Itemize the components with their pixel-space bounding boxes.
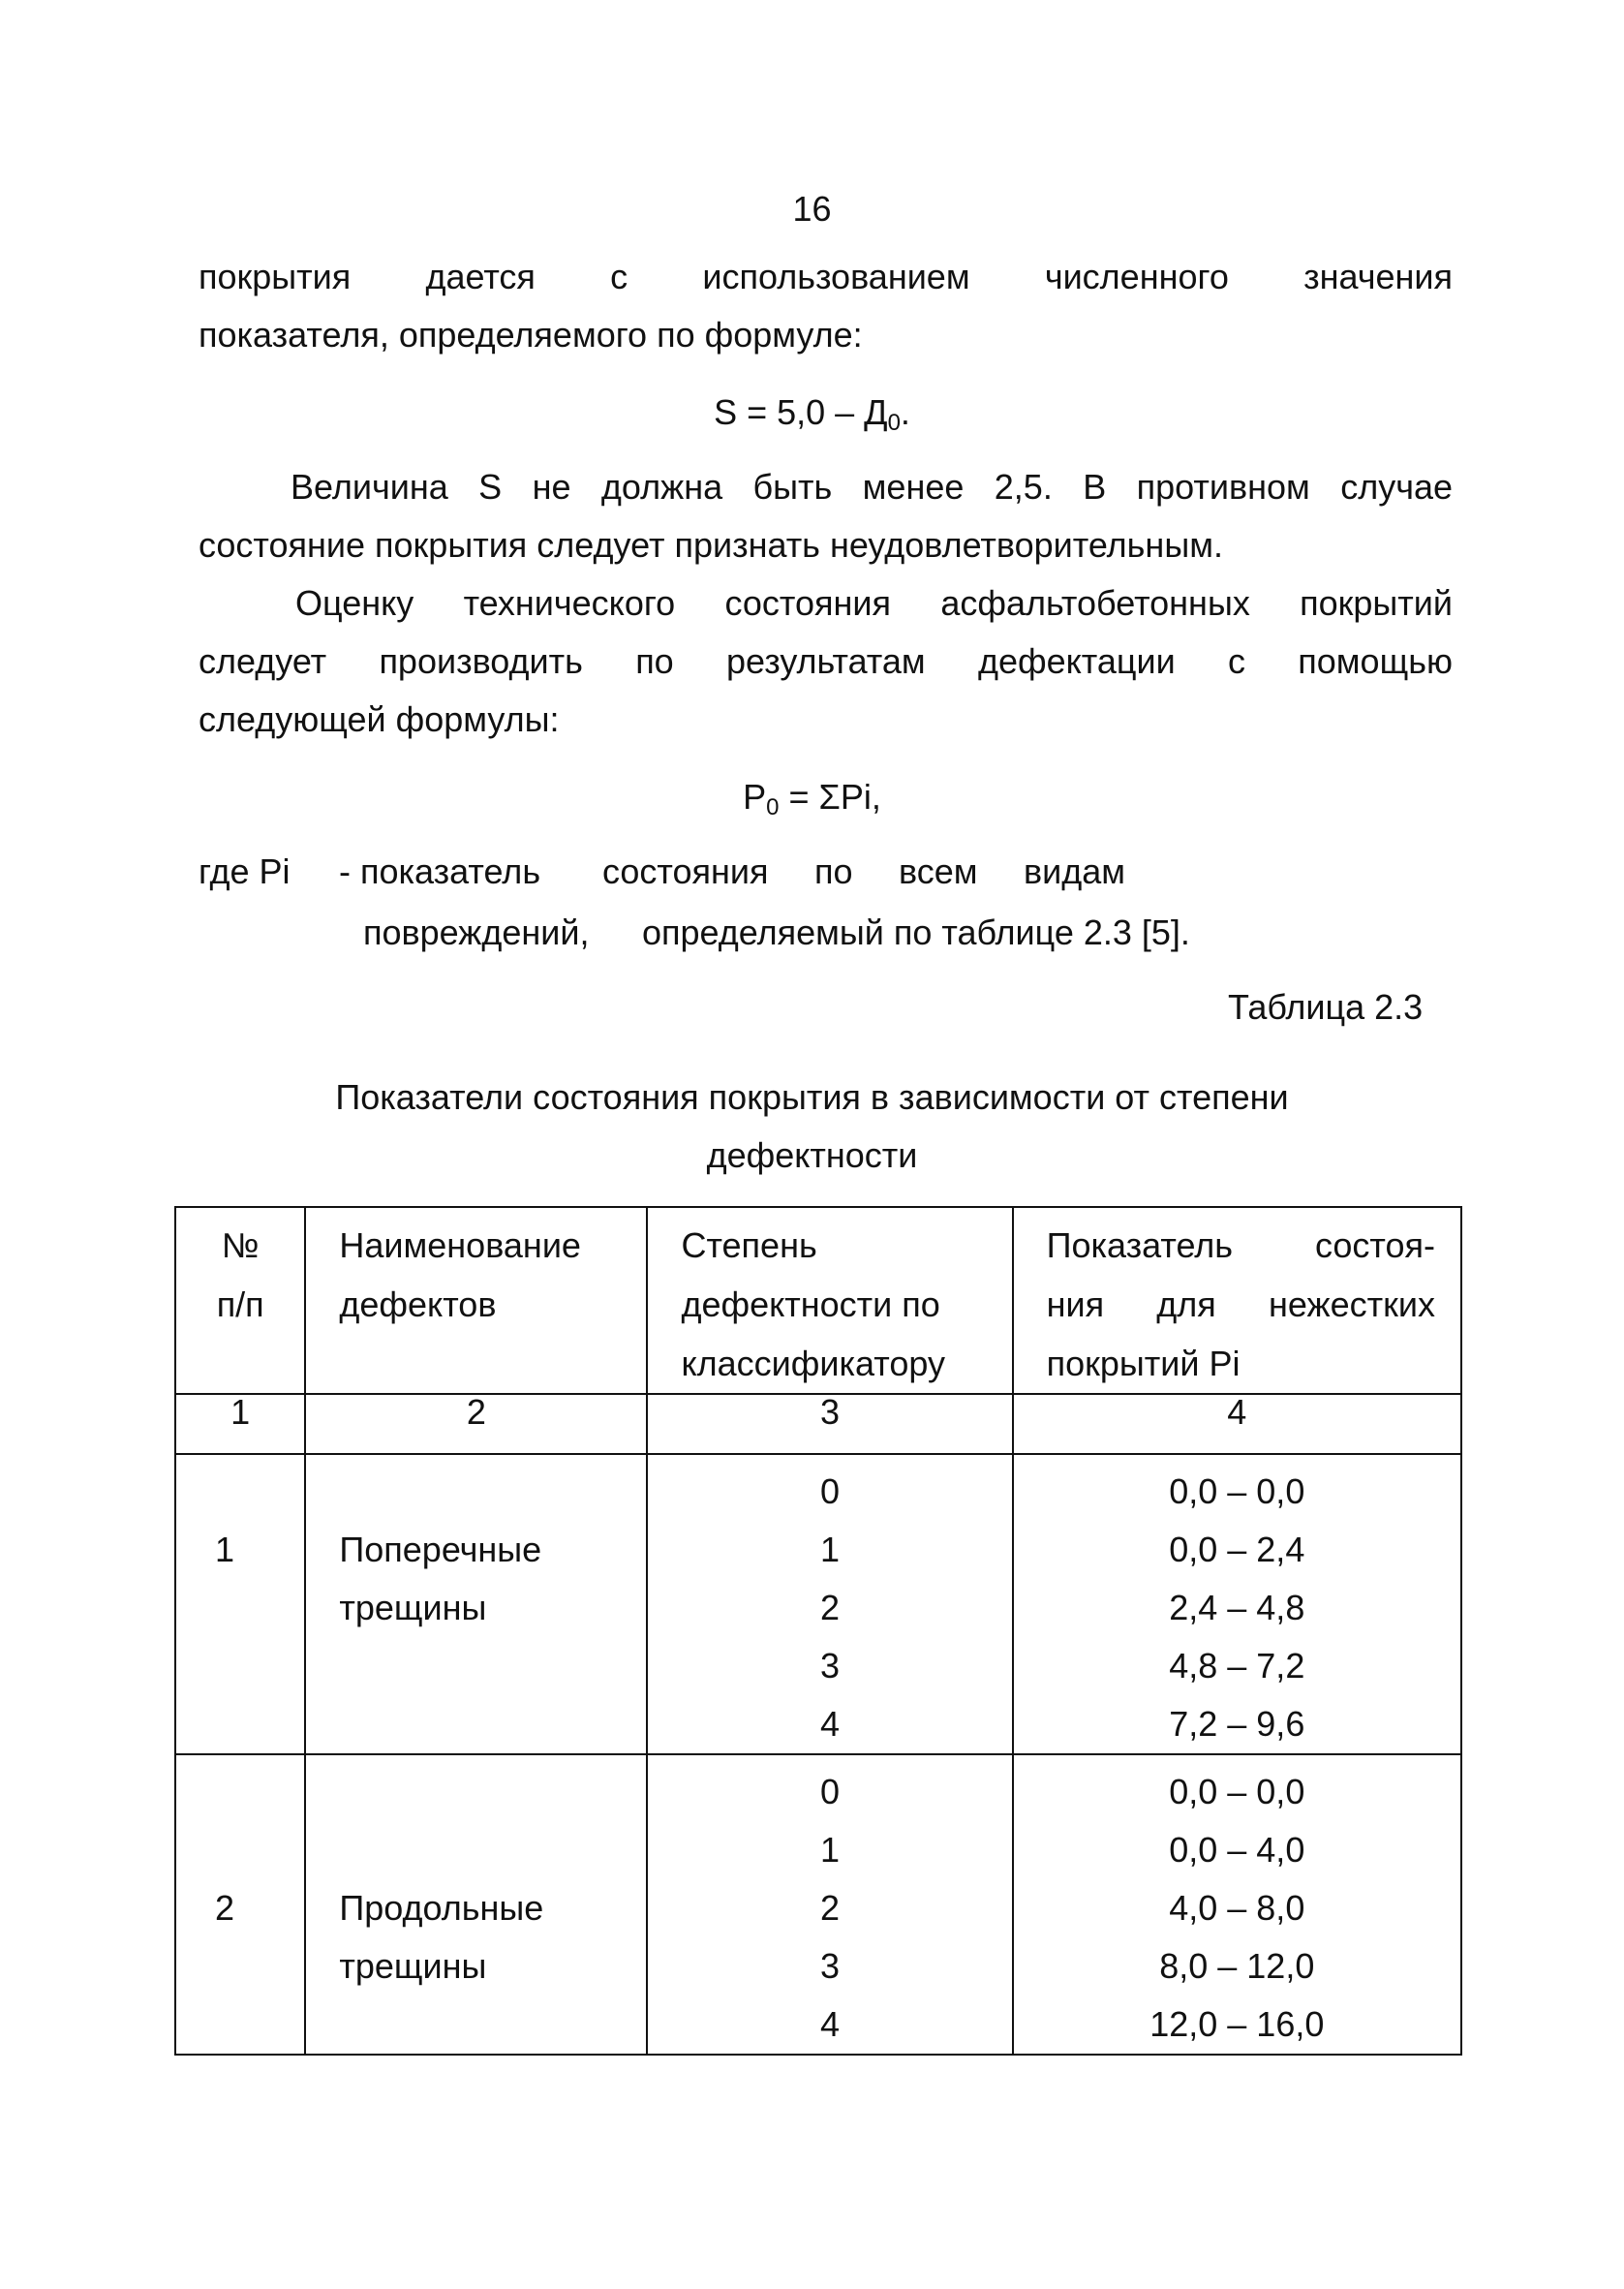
header-degree	[647, 1207, 1012, 1394]
header-text: покрытий Pi	[1046, 1344, 1241, 1383]
header-text: дефектности по	[681, 1284, 940, 1324]
table-label: Таблица 2.3	[1228, 987, 1424, 1027]
header-text: классификатору	[681, 1344, 945, 1383]
table-row	[175, 1754, 1461, 2055]
indicator-value: 0,0 – 4,0	[1169, 1830, 1305, 1870]
word: значения	[1303, 257, 1453, 296]
degree-value: 1	[820, 1830, 841, 1870]
row-number-cell	[175, 1454, 305, 1754]
degree-value: 0	[820, 1471, 841, 1511]
indicator-value: 0,0 – 0,0	[1169, 1772, 1305, 1811]
page-number: 16	[792, 189, 832, 229]
word: результатам	[725, 641, 926, 681]
table-title-line-1: Показатели состояния покрытия в зависимости от степени	[335, 1077, 1289, 1117]
word: противном	[1136, 467, 1310, 507]
degree-cell	[647, 1454, 1012, 1754]
word: помощью	[1298, 641, 1453, 681]
header-indicator	[1013, 1207, 1461, 1394]
word: использованием	[702, 257, 970, 296]
intro-line-2: показателя, определяемого по формуле:	[199, 315, 863, 355]
word: менее	[862, 467, 965, 507]
word: с	[1228, 641, 1245, 681]
table-row	[175, 1454, 1461, 1754]
word: покрытий	[1300, 583, 1453, 623]
where-dash: - показатель	[339, 851, 541, 891]
word: производить	[379, 641, 583, 681]
word: не	[532, 467, 571, 507]
degree-value: 2	[820, 1888, 841, 1928]
indicator-value: 0,0 – 0,0	[1169, 1471, 1305, 1511]
word: покрытия	[199, 257, 352, 296]
indicator-value: 4,8 – 7,2	[1169, 1646, 1305, 1686]
degree-value: 3	[820, 1646, 841, 1686]
table-title-line-2: дефектности	[706, 1135, 918, 1175]
degree-value: 0	[820, 1772, 841, 1811]
word: дефектации	[977, 641, 1176, 681]
word: должна	[600, 467, 723, 507]
header-no	[175, 1207, 305, 1394]
paragraph1-line-1	[291, 467, 1453, 507]
word: по	[814, 851, 853, 891]
header-text: Степень	[681, 1225, 817, 1265]
indicator-cell	[1013, 1454, 1461, 1754]
header-text: ния для нежестких	[1046, 1284, 1435, 1324]
degree-value: 4	[820, 2004, 841, 2044]
word: дается	[425, 257, 536, 296]
row-number-cell	[175, 1754, 305, 2055]
column-number: 3	[647, 1394, 1012, 1454]
word: асфальтобетонных	[940, 583, 1250, 623]
indicator-value: 2,4 – 4,8	[1169, 1588, 1305, 1627]
paragraph1-line-2: состояние покрытия следует признать неудовлетворительным.	[199, 525, 1223, 565]
header-text: №	[221, 1225, 260, 1265]
indicator-value: 7,2 – 9,6	[1169, 1704, 1305, 1744]
word: технического	[463, 583, 676, 623]
indicator-value: 4,0 – 8,0	[1169, 1888, 1305, 1928]
degree-value: 1	[820, 1530, 841, 1569]
column-number-row	[175, 1394, 1461, 1454]
indicator-value: 8,0 – 12,0	[1159, 1946, 1315, 1986]
word: Оценку	[295, 583, 414, 623]
formula-s-main: S = 5,0 – Д	[714, 392, 888, 432]
header-text: дефектов	[339, 1284, 497, 1324]
word: В	[1083, 467, 1107, 507]
formula-p	[0, 777, 1624, 820]
formula-s	[0, 392, 1624, 436]
header-text: п/п	[216, 1284, 264, 1324]
word: с	[610, 257, 628, 296]
defect-name: трещины	[339, 1946, 487, 1986]
indicator-value: 12,0 – 16,0	[1149, 2004, 1325, 2044]
indicator-cell	[1013, 1754, 1461, 2055]
paragraph2-line-1	[295, 583, 1453, 623]
formula-p-tail: = ΣPi,	[779, 777, 881, 817]
word: случае	[1340, 467, 1453, 507]
column-number: 1	[175, 1394, 305, 1454]
header-name	[305, 1207, 647, 1394]
word: S	[478, 467, 503, 507]
row-number: 2	[215, 1888, 235, 1928]
header-text: Показатель состоя-	[1046, 1225, 1435, 1265]
formula-s-subscript: 0	[887, 410, 901, 436]
word: Величина	[291, 467, 448, 507]
defect-name: Поперечные	[339, 1530, 542, 1569]
degree-value: 4	[820, 1704, 841, 1744]
table-header-row	[175, 1207, 1461, 1394]
word: состояния	[602, 851, 769, 891]
defect-name-cell	[305, 1454, 647, 1754]
formula-s-tail: .	[900, 392, 910, 432]
word: состояния	[724, 583, 892, 623]
where-lead: где Pi	[199, 851, 291, 891]
paragraph2-line-2	[199, 641, 1453, 681]
word: быть	[752, 467, 833, 507]
degree-value: 2	[820, 1588, 841, 1627]
formula-p-subscript: 0	[766, 794, 780, 820]
column-number: 2	[305, 1394, 647, 1454]
word: по	[635, 641, 674, 681]
word: 2,5.	[994, 467, 1053, 507]
defects-table	[174, 1206, 1462, 2056]
paragraph2-line-3: следующей формулы:	[199, 699, 560, 739]
row-number: 1	[215, 1530, 235, 1569]
word: всем	[899, 851, 978, 891]
intro-line-1	[199, 257, 1453, 296]
formula-p-main: P	[743, 777, 767, 817]
degree-cell	[647, 1754, 1012, 2055]
word: численного	[1044, 257, 1229, 296]
word: видам	[1023, 851, 1125, 891]
defect-name: Продольные	[339, 1888, 544, 1928]
where-line-2-rest: определяемый по таблице 2.3 [5].	[642, 913, 1190, 952]
header-text: Наименование	[339, 1225, 581, 1265]
word: следует	[199, 641, 327, 681]
indicator-value: 0,0 – 2,4	[1169, 1530, 1305, 1569]
defect-name-cell	[305, 1754, 647, 2055]
column-number: 4	[1013, 1394, 1461, 1454]
defect-name: трещины	[339, 1588, 487, 1627]
where-line-2-word: повреждений,	[363, 913, 590, 952]
degree-value: 3	[820, 1946, 841, 1986]
where-line-1-rest	[602, 851, 1125, 891]
